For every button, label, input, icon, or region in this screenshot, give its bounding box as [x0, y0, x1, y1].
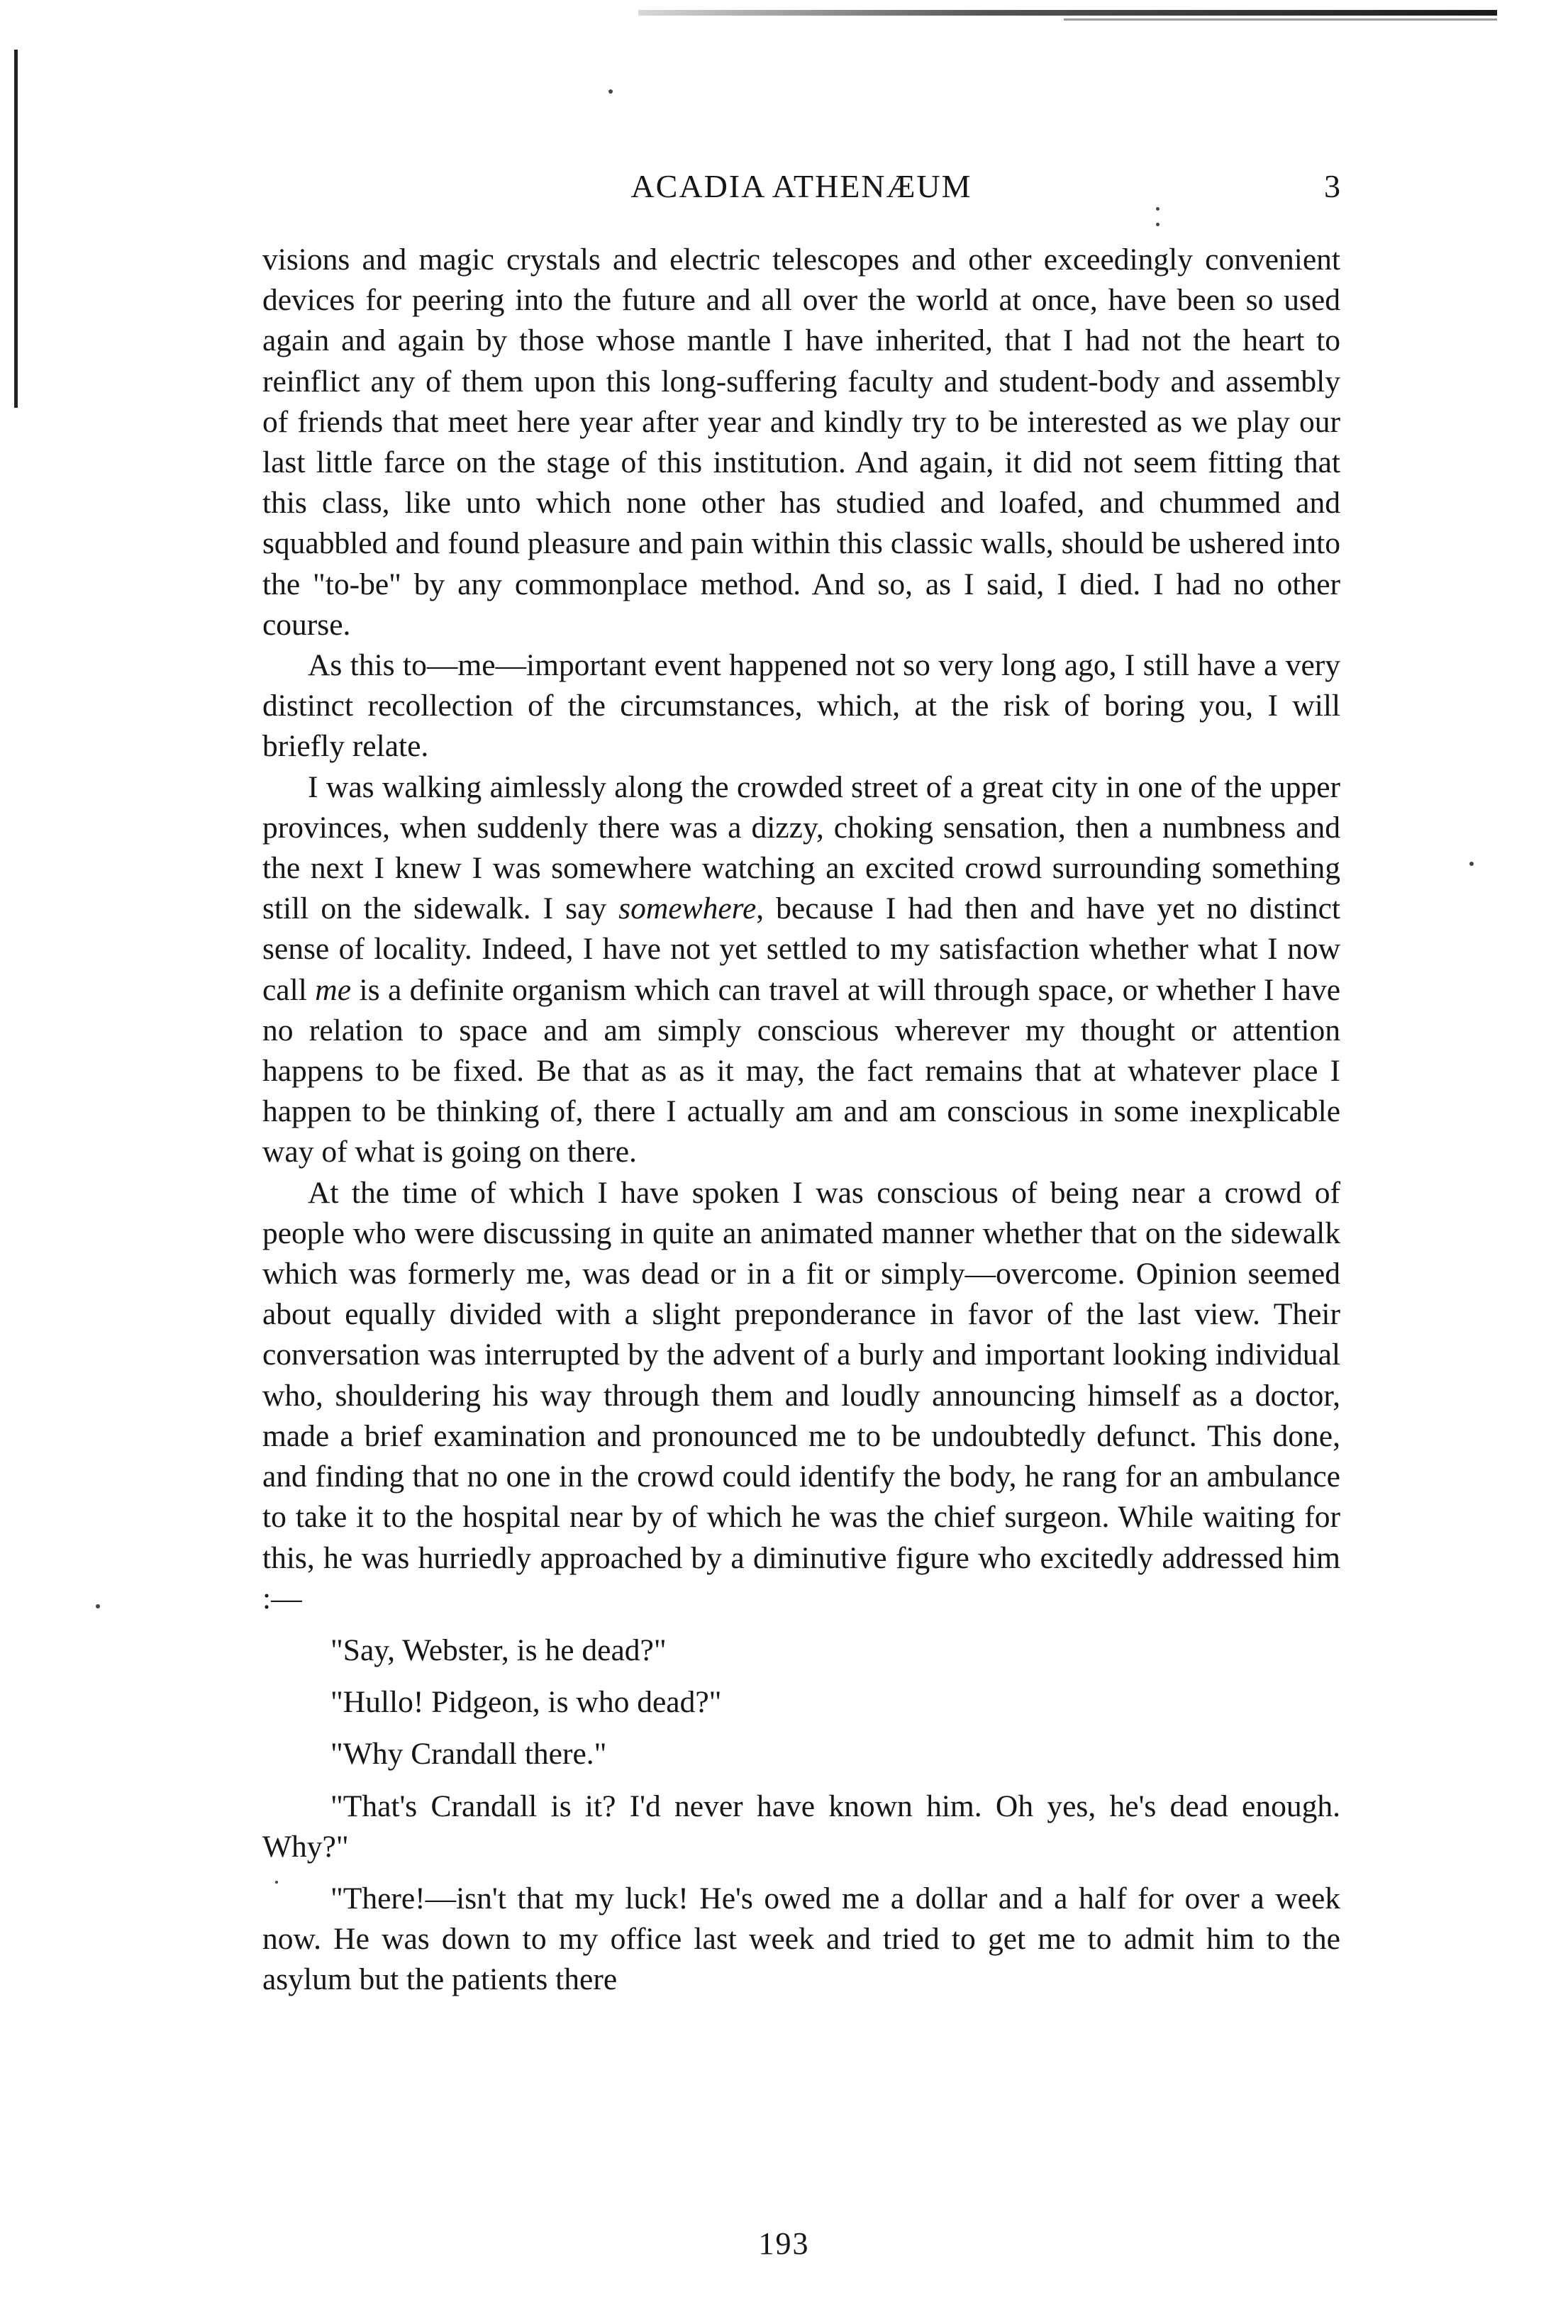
- binding-edge: [14, 50, 18, 408]
- dialogue-line: "That's Crandall is it? I'd never have known him. Oh yes, he's dead enough. Why?": [262, 1789, 1340, 1864]
- emphasis: me: [315, 972, 352, 1007]
- ink-speck: [608, 89, 613, 94]
- text-run: I was walking aimlessly along the crowded street of a great city in one of the upper provinces, when suddenly there was a dizzy, choking sensation, then a numbness and the next I knew I was somewhere watching an excited crowd surrounding something still on the sidewalk. I say: [262, 769, 1340, 926]
- top-rule: [638, 10, 1497, 16]
- dialogue-line: "There!—isn't that my luck! He's owed me a dollar and a half for over a week now. He was down to my office last week and tried to get me to admit him to the asylum but the patients there: [262, 1881, 1340, 1997]
- text-run: , because I had then and have yet no distinct sense of locality. Indeed, I have not yet settled to my satisfaction whether what I now call: [262, 891, 1340, 1007]
- running-title: ACADIA ATHENÆUM: [630, 168, 972, 204]
- emphasis: somewhere: [618, 891, 757, 926]
- dialogue-line: "Say, Webster, is he dead?": [330, 1633, 667, 1667]
- body-text: [262, 240, 1340, 2001]
- paragraph: As this to—me—important event happened not so very long ago, I still have a very distinct recollection of the circumstances, which, at the risk of boring you, I will briefly relate.: [262, 648, 1340, 764]
- text-run: is a definite organism which can travel at will through space, or whether I have no relation to space and am simply conscious wherever my thought or attention happens to be fixed. Be that as as it may, the fact remains that at whatever place I happen to be thinking of, there I actually am and am conscious in some inexplicable way of what is going on there.: [262, 972, 1341, 1169]
- ink-speck: [96, 1604, 100, 1608]
- ink-speck: [1156, 223, 1160, 226]
- page-header: [262, 167, 1340, 217]
- folio-number: 193: [758, 2226, 810, 2261]
- ink-speck: [1469, 862, 1474, 866]
- top-rule-shadow: [1064, 18, 1497, 21]
- paragraph: [262, 767, 1340, 1173]
- dialogue-line: "Hullo! Pidgeon, is who dead?": [330, 1685, 722, 1720]
- page-number: 3: [1324, 168, 1340, 204]
- paragraph: visions and magic crystals and electric telescopes and other exceedingly convenient devices for peering into the future and all over the world at once, have been so used again and again by those whose mantle I have inherited, that I had not the heart to reinflict any of them upon this long-suffering faculty and student-body and assembly of friends that meet here year after year and kindly try to be interested as we play our last little farce on the stage of this institution. And again, it did not seem fitting that this class, like unto which none other has studied and loafed, and chummed and squabbled and found pleasure and pain within this classic walls, should be ushered into the "to-be" by any commonplace method. And so, as I said, I died. I had no other course.: [262, 243, 1340, 642]
- dialogue-line: "Why Crandall there.": [330, 1737, 607, 1772]
- paragraph: At the time of which I have spoken I was conscious of being near a crowd of people who were discussing in quite an animated manner whether that on the sidewalk which was formerly me, was dead or in a fit or simply—overcome. Opinion seemed about equally divided with a slight preponderance in favor of the last view. Their conversation was interrupted by the advent of a burly and important looking individual who, shouldering his way through them and loudly announcing himself as a doctor, made a brief examination and pronounced me to be undoubtedly defunct. This done, and finding that no one in the crowd could identify the body, he rang for an ambulance to take it to the hospital near by of which he was the chief surgeon. While waiting for this, he was hurriedly approached by a diminutive figure who excitedly addressed him :—: [262, 1175, 1340, 1616]
